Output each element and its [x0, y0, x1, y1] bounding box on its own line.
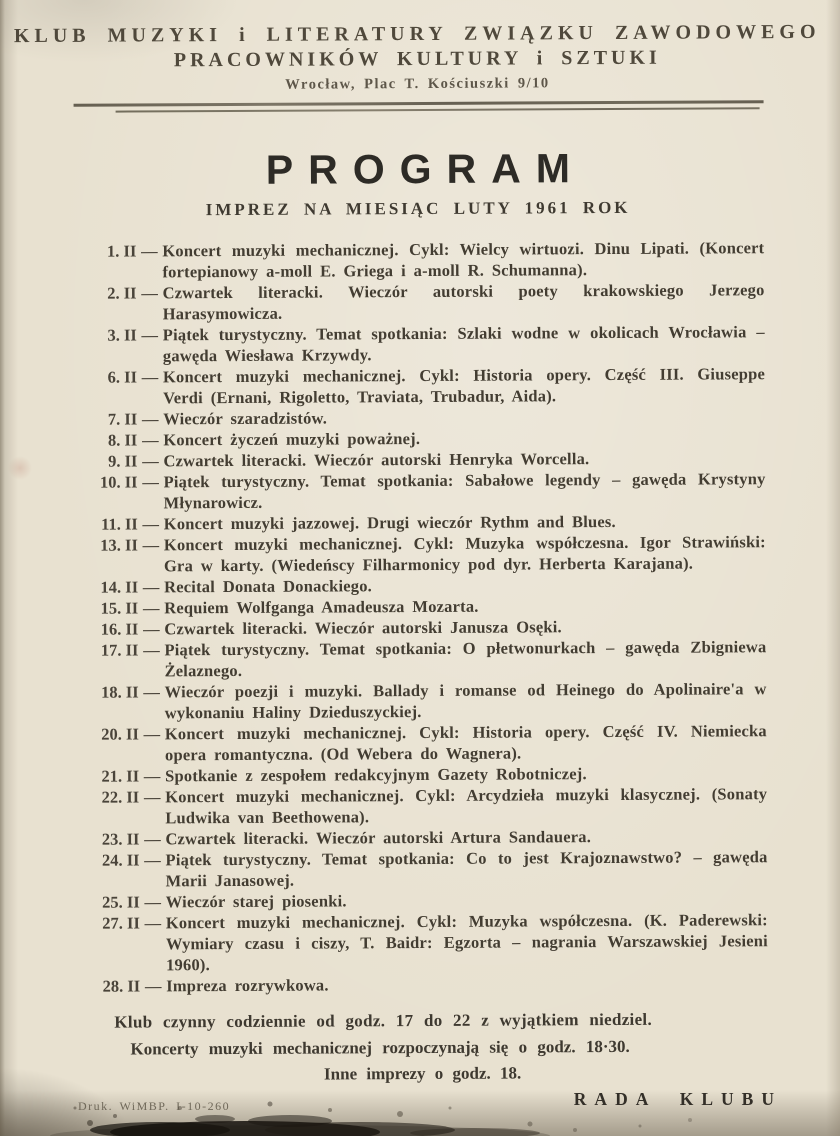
event-text: Requiem Wolfganga Amadeusza Mozarta.: [164, 596, 479, 618]
event-text: Wieczór starej piosenki.: [165, 891, 347, 912]
event-text: Wieczór poezji i muzyki. Ballady i romanse od Heinego do Apolinaire'a w wykonaniu Haliny Dzieduszyckiej.: [164, 679, 767, 723]
event-text: Koncert muzyki mechanicznej. Cykl: Arcydzieła muzyki klasycznej. (Sonaty Ludwika van Beethowena).: [165, 784, 768, 828]
event-date: 27. II: [102, 913, 140, 933]
event-row: [83, 678, 767, 724]
event-dash: —: [141, 241, 158, 261]
event-date: 9. II: [108, 451, 138, 471]
event-dash: —: [144, 913, 162, 933]
event-row: [84, 972, 768, 997]
event-dash: —: [143, 724, 161, 744]
event-dash: —: [142, 598, 160, 618]
event-date: 21. II: [101, 766, 140, 786]
event-text: Czwartek literacki. Wieczór autorski Henryka Worcella.: [163, 449, 590, 471]
event-row: [82, 636, 766, 682]
event-text: Koncert muzyki mechanicznej. Cykl: Muzyka współczesna. (K. Paderewski: Wymiary czasu i ciszy, T. Baidr: Egzorta – nagrania Warszawskiej Jesieni 1960).: [165, 910, 769, 975]
event-date: 23. II: [101, 829, 140, 849]
event-text: Czwartek literacki. Wieczór autorski poety krakowskiego Jerzego Harasymowicza.: [162, 280, 765, 324]
event-text: Piątek turystyczny. Temat spotkania: Co to jest Krajoznawstwo? – gawęda Marii Janasowej.: [165, 847, 768, 891]
footer-other-events-time: Inne imprezy o godz. 18.: [323, 1063, 522, 1084]
event-row: [81, 279, 765, 325]
event-dash: —: [144, 829, 161, 849]
header-line1: KLUB MUZYKI i LITERATURY ZWIĄZKU ZAWODOWEGO: [13, 20, 821, 48]
page-title: PROGRAM: [265, 145, 586, 193]
event-date: 14. II: [100, 577, 139, 597]
event-date: 25. II: [102, 892, 140, 912]
event-dash: —: [142, 430, 159, 450]
event-dash: —: [142, 472, 159, 492]
event-row: [81, 363, 765, 409]
page-subtitle: IMPREZ NA MIESIĄC LUTY 1961 ROK: [205, 197, 631, 220]
event-date: 24. II: [101, 850, 140, 870]
event-dash: —: [142, 535, 160, 555]
event-dash: —: [143, 682, 160, 702]
header: [0, 0, 838, 95]
event-text: Koncert muzyki mechanicznej. Cykl: Historia opery. Część IV. Niemiecka opera romantyczna. (Od Webera do Wagnera).: [164, 721, 767, 765]
event-row: [83, 846, 767, 892]
event-date: 13. II: [100, 535, 138, 555]
event-date: 2. II: [107, 283, 137, 303]
club-council-signature: RADA KLUBU: [573, 1089, 782, 1109]
footer-opening-hours: Klub czynny codziennie od godz. 17 do 22 z wyjątkiem niedziel.: [114, 1009, 653, 1032]
event-date: 3. II: [107, 325, 137, 345]
event-text: Piątek turystyczny. Temat spotkania: Sabałowe legendy – gawęda Krystyny Młynarowicz.: [163, 469, 766, 513]
event-row: [81, 468, 765, 514]
event-text: Czwartek literacki. Wieczór autorski Janusza Osęki.: [164, 617, 562, 639]
event-date: 11. II: [101, 514, 138, 534]
print-imprint: Druk. WiMBP. I-10-260: [78, 1099, 231, 1113]
header-address: Wrocław, Plac T. Kościuszki 9/10: [285, 75, 550, 93]
event-text: Piątek turystyczny. Temat spotkania: Szlaki wodne w okolicach Wrocławia – gawęda Wiesława Krzywdy.: [162, 322, 765, 366]
event-date: 7. II: [107, 409, 138, 429]
event-text: Koncert muzyki jazzowej. Drugi wieczór Rythm and Blues.: [163, 511, 616, 534]
event-text: Koncert muzyki mechanicznej. Cykl: Wielcy wirtuozi. Dinu Lipati. (Koncert fortepianowy a-moll E. Griega i a-moll R. Schumanna).: [162, 238, 765, 282]
event-text: Wieczór szaradzistów.: [163, 408, 328, 429]
event-row: [83, 720, 767, 766]
event-text: Impreza rozrywkowa.: [166, 975, 329, 996]
event-text: Koncert muzyki mechanicznej. Cykl: Historia opery. Część III. Giuseppe Verdi (Ernani, Rigoletto, Traviata, Trubadur, Aida).: [162, 364, 766, 408]
event-date: 15. II: [100, 598, 139, 618]
event-row: [82, 531, 766, 577]
event-text: Piątek turystyczny. Temat spotkania: O płetwonurkach – gawęda Zbigniewa Żelaznego.: [164, 637, 767, 681]
event-date: 18. II: [101, 682, 139, 702]
event-dash: —: [141, 283, 158, 303]
event-text: Czwartek literacki. Wieczór autorski Artura Sandauera.: [165, 827, 592, 849]
event-dash: —: [141, 409, 159, 429]
event-date: 17. II: [100, 640, 139, 660]
event-text: Spotkanie z zespołem redakcyjnym Gazety Robotniczej.: [165, 764, 587, 786]
event-dash: —: [144, 976, 162, 996]
event-row: [84, 909, 768, 976]
event-dash: —: [143, 787, 161, 807]
event-text: Koncert życzeń muzyki poważnej.: [163, 428, 421, 450]
divider-rule-bottom: [116, 107, 760, 112]
event-date: 16. II: [100, 619, 139, 639]
footer-notes: [2, 1008, 840, 1087]
program-list: [80, 237, 768, 997]
event-date: 28. II: [102, 976, 141, 996]
event-row: [81, 321, 765, 367]
event-row: [80, 237, 764, 283]
event-date: 6. II: [107, 367, 138, 387]
event-dash: —: [144, 892, 162, 912]
divider-rule-top: [74, 100, 764, 107]
event-dash: —: [142, 514, 160, 534]
event-date: 22. II: [101, 787, 140, 807]
event-dash: —: [142, 577, 160, 597]
event-date: 20. II: [101, 724, 139, 744]
event-date: 1. II: [106, 241, 137, 261]
event-dash: —: [141, 367, 159, 387]
event-date: 10. II: [99, 472, 138, 492]
event-dash: —: [143, 766, 161, 786]
event-dash: —: [142, 451, 159, 471]
event-dash: —: [144, 850, 161, 870]
footer-concert-start-time: Koncerty muzyki mechanicznej rozpoczynają się o godz. 18·30.: [130, 1036, 630, 1059]
event-dash: —: [141, 325, 159, 345]
event-dash: —: [143, 619, 160, 639]
header-line2: PRACOWNIKÓW KULTURY i SZTUKI: [173, 46, 661, 72]
event-row: [83, 783, 767, 829]
event-text: Koncert muzyki mechanicznej. Cykl: Muzyka współczesna. Igor Strawiński: Gra w karty. (Wiedeńscy Filharmonicy pod dyr. Herberta Karajana).: [163, 532, 766, 576]
event-dash: —: [143, 640, 160, 660]
event-date: 8. II: [107, 430, 138, 450]
event-text: Recital Donata Donackiego.: [164, 576, 373, 597]
